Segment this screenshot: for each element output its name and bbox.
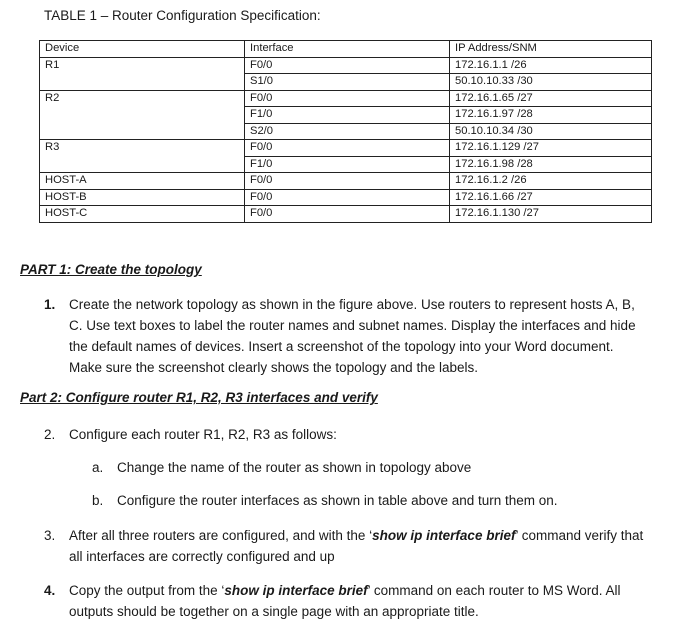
cell-interface: F0/0	[245, 140, 450, 157]
table-row	[40, 206, 652, 223]
cell-device	[40, 107, 245, 124]
cell-device: R3	[40, 140, 245, 157]
cell-ip: 172.16.1.130 /27	[450, 206, 652, 223]
cell-interface: F1/0	[245, 107, 450, 124]
cell-interface: F0/0	[245, 189, 450, 206]
cell-ip: 50.10.10.33 /30	[450, 74, 652, 91]
cell-device: HOST-C	[40, 206, 245, 223]
cell-interface: F1/0	[245, 156, 450, 173]
item-number: 1.	[44, 297, 56, 312]
cell-ip: 172.16.1.98 /28	[450, 156, 652, 173]
sub-item-text: Change the name of the router as shown in topology above	[117, 460, 472, 475]
router-config-table	[39, 40, 652, 223]
sub-item-letter: a.	[92, 460, 104, 475]
cell-interface: F0/0	[245, 206, 450, 223]
list-item	[44, 525, 644, 567]
table-row	[40, 189, 652, 206]
cell-ip: 172.16.1.129 /27	[450, 140, 652, 157]
part1-heading: PART 1: Create the topology	[20, 262, 202, 277]
sub-item-text: Configure the router interfaces as shown in table above and turn them on.	[117, 493, 558, 508]
item-text	[69, 580, 644, 622]
cell-interface: S2/0	[245, 123, 450, 140]
cell-device: R2	[40, 90, 245, 107]
item-text: Configure each router R1, R2, R3 as follows:	[69, 427, 337, 442]
cell-interface: F0/0	[245, 57, 450, 74]
table-row	[40, 57, 652, 74]
cell-device: HOST-B	[40, 189, 245, 206]
cell-device: R1	[40, 57, 245, 74]
cell-device: HOST-A	[40, 173, 245, 190]
cell-device	[40, 123, 245, 140]
item-text	[69, 525, 644, 567]
cell-device	[40, 74, 245, 91]
header-ip: IP Address/SNM	[450, 41, 652, 58]
cell-interface: F0/0	[245, 90, 450, 107]
sub-item-letter: b.	[92, 493, 104, 508]
header-device: Device	[40, 41, 245, 58]
item-text: Create the network topology as shown in the figure above. Use routers to represent hosts A, B, C. Use text boxes to label the router names and subnet names. Display the interfaces and hide the default names of devices. Insert a screenshot of the topology into your Word document. Make sure the screenshot clearly shows the topology and the labels.	[69, 297, 636, 375]
item-number: 3.	[44, 528, 56, 543]
cell-ip: 172.16.1.65 /27	[450, 90, 652, 107]
header-interface: Interface	[245, 41, 450, 58]
cell-ip: 50.10.10.34 /30	[450, 123, 652, 140]
part2-heading: Part 2: Configure router R1, R2, R3 interfaces and verify	[20, 390, 378, 405]
cell-interface: S1/0	[245, 74, 450, 91]
cell-ip: 172.16.1.2 /26	[450, 173, 652, 190]
list-item	[44, 580, 644, 622]
table-row	[40, 90, 652, 107]
cell-device	[40, 156, 245, 173]
table-row	[40, 74, 652, 91]
cell-ip: 172.16.1.66 /27	[450, 189, 652, 206]
sub-item	[92, 457, 652, 478]
table-title: TABLE 1 – Router Configuration Specification:	[44, 8, 321, 23]
item-text-post: ’ command on each router to MS Word. All outputs should be together on a single page with an appropriate title.	[69, 583, 621, 619]
item-number: 2.	[44, 427, 56, 442]
table-row	[40, 107, 652, 124]
item-text-pre: Copy the output from the ‘	[69, 583, 225, 598]
table-row	[40, 156, 652, 173]
item-text-post: ’ command verify that all interfaces are correctly configured and up	[69, 528, 644, 564]
table-row	[40, 123, 652, 140]
table-row	[40, 140, 652, 157]
cell-ip: 172.16.1.97 /28	[450, 107, 652, 124]
list-item	[44, 294, 644, 378]
list-item	[44, 424, 644, 445]
cell-ip: 172.16.1.1 /26	[450, 57, 652, 74]
command-text: show ip interface brief	[224, 583, 368, 598]
item-number: 4.	[44, 583, 56, 598]
sub-item	[92, 490, 652, 511]
table-header-row	[40, 41, 652, 58]
item-text-pre: After all three routers are configured, and with the ‘	[69, 528, 373, 543]
table-row	[40, 173, 652, 190]
cell-interface: F0/0	[245, 173, 450, 190]
command-text: show ip interface brief	[372, 528, 516, 543]
